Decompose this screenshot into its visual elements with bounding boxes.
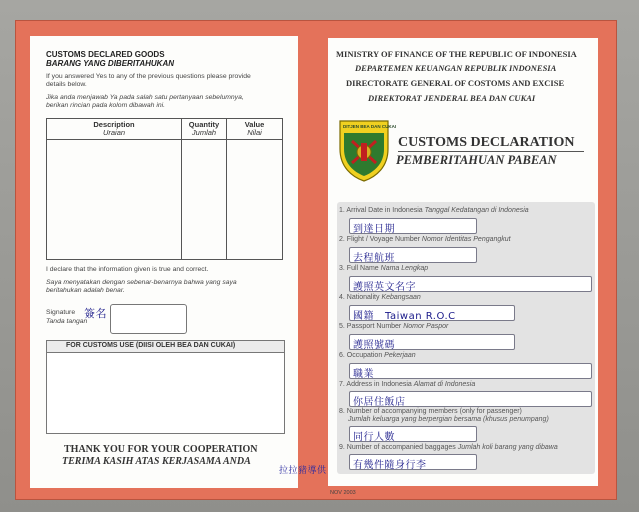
accompanying-members-value: 同行人數	[353, 432, 395, 443]
field-5-label: 5. Passport Number Nomor Paspor	[339, 323, 449, 330]
field-7-label: 7. Address in Indonesia Alamat di Indonesia	[339, 381, 476, 388]
instruction-text-id: Jika anda menjawab Ya pada salah satu pertanyaan sebelumnya,	[46, 94, 244, 101]
accompanying-members-field[interactable]	[349, 426, 477, 442]
signature-label-id: Tanda tangan	[46, 318, 88, 325]
instruction-text-id-cont: berikan rincian pada kolom dibawah ini.	[46, 102, 166, 109]
thanks-text: THANK YOU FOR YOUR COOPERATION	[64, 444, 258, 455]
field-3-label: 3. Full Name Nama Lengkap	[339, 265, 429, 272]
declaration-text: I declare that the information given is true and correct.	[46, 266, 209, 273]
instruction-text-cont: details below.	[46, 81, 87, 88]
customs-use-box	[46, 340, 285, 434]
arrival-date-field[interactable]	[349, 218, 477, 234]
form-title: CUSTOMS DECLARATION	[398, 135, 575, 150]
description-cell[interactable]	[47, 140, 182, 260]
col-quantity: Quantity Jumlah	[182, 119, 227, 140]
flight-number-field[interactable]	[349, 247, 477, 263]
watermark-text: 拉拉豬導供	[279, 466, 327, 476]
baggages-value: 有幾件隨身行李	[353, 460, 427, 471]
col-description: Description Uraian	[47, 119, 182, 140]
declaration-text-id-cont: beritahukan adalah benar.	[46, 287, 125, 294]
signature-label: Signature	[46, 309, 76, 316]
footer-code: NOV 2003	[330, 490, 356, 496]
value-cell[interactable]	[227, 140, 283, 260]
field-8-label-id: Jumlah keluarga yang berpergian bersama (khusus penumpang)	[348, 416, 549, 423]
signature-box[interactable]	[110, 304, 187, 334]
col-value: Value Nilai	[227, 119, 283, 140]
ministry-text: MINISTRY OF FINANCE OF THE REPUBLIC OF INDONESIA	[336, 49, 577, 59]
ministry-text-id: DEPARTEMEN KEUANGAN REPUBLIK INDONESIA	[355, 63, 557, 73]
occupation-value: 職業	[353, 369, 374, 380]
address-value: 你居住飯店	[353, 397, 406, 408]
quantity-cell[interactable]	[182, 140, 227, 260]
goods-heading-id: BARANG YANG DIBERITAHUKAN	[46, 59, 174, 68]
thanks-text-id: TERIMA KASIH ATAS KERJASAMA ANDA	[62, 456, 251, 467]
customs-use-label: FOR CUSTOMS USE (DIISI OLEH BEA DAN CUKAI)	[66, 342, 236, 349]
flight-number-value: 去程航班	[353, 253, 395, 264]
full-name-field[interactable]	[349, 276, 592, 292]
passport-number-field[interactable]	[349, 334, 515, 350]
goods-table	[46, 118, 283, 260]
customs-emblem	[338, 119, 397, 183]
form-title-id: PEMBERITAHUAN PABEAN	[396, 153, 557, 167]
declaration-text-id: Saya menyatakan dengan sebenar-benarnya bahwa yang saya	[46, 279, 237, 286]
occupation-field[interactable]	[349, 363, 592, 379]
passport-number-value: 護照號碼	[353, 340, 395, 351]
directorate-text: DIRECTORATE GENERAL OF COSTOMS AND EXCISE	[346, 78, 565, 88]
field-2-label: 2. Flight / Voyage Number Nomor Identitas Pengangkut	[339, 236, 511, 243]
field-6-label: 6. Occupation Pekerjaan	[339, 352, 416, 359]
nationality-value: 國籍 Taiwan R.O.C	[353, 311, 456, 322]
field-4-label: 4. Nationality Kebangsaan	[339, 294, 421, 301]
field-8-label: 8. Number of accompanying members (only for passenger)	[339, 408, 522, 415]
field-9-label: 9. Number of accompanied baggages Jumlah koli barang yang dibawa	[339, 444, 558, 451]
instruction-text: If you answered Yes to any of the previous questions please provide	[46, 73, 251, 80]
signature-hand: 簽名	[84, 307, 107, 320]
address-field[interactable]	[349, 391, 592, 407]
field-1-label: 1. Arrival Date in Indonesia Tanggal Kedatangan di Indonesia	[339, 207, 529, 214]
baggages-field[interactable]	[349, 454, 477, 470]
full-name-value: 護照英文名字	[353, 282, 416, 293]
nationality-field[interactable]	[349, 305, 515, 321]
arrival-date-value: 到達日期	[353, 224, 395, 235]
directorate-text-id: DIREKTORAT JENDERAL BEA DAN CUKAI	[368, 93, 536, 103]
goods-heading: CUSTOMS DECLARED GOODS	[46, 50, 165, 59]
title-rule	[398, 151, 584, 152]
emblem-text: DITJEN BEA DAN CUKAI	[343, 124, 397, 129]
